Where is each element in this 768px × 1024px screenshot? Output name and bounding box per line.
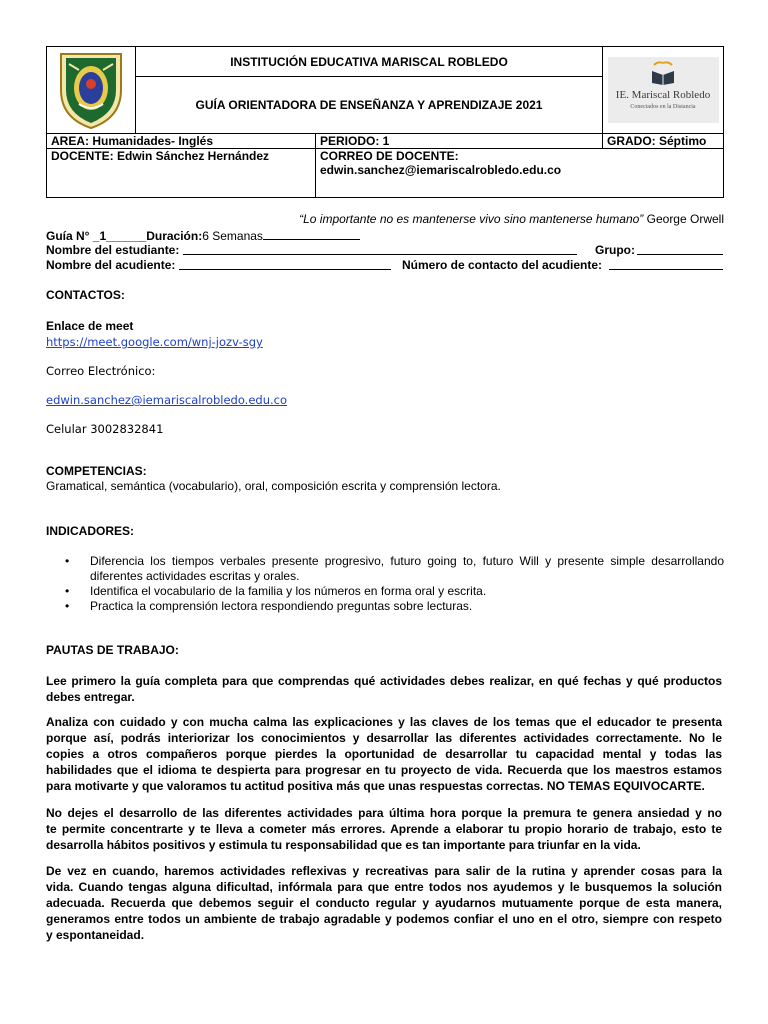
institution-name: INSTITUCIÓN EDUCATIVA MARISCAL ROBLEDO xyxy=(136,47,603,77)
guia-line xyxy=(46,228,360,243)
meet-link[interactable]: https://meet.google.com/wnj-jozv-sgy xyxy=(46,335,263,349)
paragraph-line: Lee primero la guía completa para que comprendas qué actividades debes realizar, en qué fechas y qué productos xyxy=(46,674,722,688)
indicador-1-line1: Diferencia los tiempos verbales presente progresivo, futuro going to, futuro Will y presente simple desarrollando xyxy=(90,554,724,568)
contacts-heading: CONTACTOS: xyxy=(46,288,125,302)
indicador-3: Practica la comprensión lectora respondiendo preguntas sobre lecturas. xyxy=(90,599,473,613)
bullet-icon: • xyxy=(65,599,70,613)
correo-cell xyxy=(316,149,724,198)
paragraph-line: para motivarte y que valoramos tu actitud positiva más que unas respuestas correctas. NO TEMAS EQUIVOCARTE. xyxy=(46,779,705,793)
contacto-blank[interactable] xyxy=(609,258,723,270)
estudiante-blank[interactable] xyxy=(183,243,577,255)
logo-right-subtext: Conectados en la Distancia xyxy=(630,104,696,110)
quote-author: George Orwell xyxy=(643,212,724,226)
paragraph-line: desarrolla hábitos positivos y estimula tu responsabilidad que es tan importante para triunfar en la vida. xyxy=(46,838,641,852)
guide-title: GUÍA ORIENTADORA DE ENSEÑANZA Y APRENDIZAJE 2021 xyxy=(136,77,603,134)
list-item xyxy=(46,554,724,584)
pautas-paragraph-2 xyxy=(46,714,722,794)
correo-label: CORREO DE DOCENTE: xyxy=(320,149,459,163)
open-book-icon xyxy=(650,61,676,85)
periodo-cell: PERIODO: 1 xyxy=(316,134,603,149)
quote xyxy=(299,212,724,226)
indicador-2: Identifica el vocabulario de la familia y los números en forma oral y escrita. xyxy=(90,584,487,598)
paragraph-line: debes entregar. xyxy=(46,690,135,704)
logo-right-text: IE. Mariscal Robledo xyxy=(615,89,711,101)
duracion-blank[interactable] xyxy=(263,228,360,240)
indicadores-heading: INDICADORES: xyxy=(46,524,135,538)
acudiente-label: Nombre del acudiente: xyxy=(46,258,176,272)
acudiente-blank[interactable] xyxy=(179,258,391,270)
quote-text: “Lo importante no es mantenerse vivo sino mantenerse humano” xyxy=(299,212,644,226)
pautas-paragraph-3 xyxy=(46,805,722,853)
estudiante-label: Nombre del estudiante: xyxy=(46,243,180,257)
paragraph-line: generamos entre todos un ambiente de trabajo agradable y podemos confiar el uno en el otro, siempre con respeto xyxy=(46,912,722,926)
pautas-paragraph-4 xyxy=(46,863,722,943)
ie-mariscal-logo xyxy=(603,47,724,134)
paragraph-line: y espontaneidad. xyxy=(46,928,145,942)
paragraph-line: Analiza con cuidado y con mucha calma las explicaciones y las claves de los temas que el educador te presenta xyxy=(46,715,722,729)
paragraph-line: adecuada. Recuerda que debemos seguir el conducto regular y ayudarnos mutuamente porque de esta manera, xyxy=(46,896,722,910)
school-crest-logo xyxy=(47,47,136,134)
competencias-text: Gramatical, semántica (vocabulario), oral, composición escrita y comprensión lectora. xyxy=(46,479,501,493)
paragraph-line: copies a otros compañeros porque pierdes la oportunidad de desarrollar tu capacidad mental y todas las xyxy=(46,747,722,761)
competencias-heading: COMPETENCIAS: xyxy=(46,464,147,478)
guia-label: Guía N° _1______ xyxy=(46,229,147,243)
paragraph-line: porque así, podrás interiorizar los conocimientos y desarrollar las diferentes actividades correctamente. No le xyxy=(46,731,722,745)
correo-value: edwin.sanchez@iemariscalrobledo.edu.co xyxy=(320,163,562,177)
duracion-label: Duración: xyxy=(146,229,203,243)
header-table xyxy=(46,46,724,198)
email-link[interactable]: edwin.sanchez@iemariscalrobledo.edu.co xyxy=(46,393,288,407)
list-item xyxy=(46,584,724,599)
area-cell: AREA: Humanidades- Inglés xyxy=(47,134,316,149)
duracion-value: 6 Semanas xyxy=(202,229,263,243)
grado-cell: GRADO: Séptimo xyxy=(603,134,724,149)
paragraph-line: De vez en cuando, haremos actividades reflexivas y recreativas para salir de la rutina y aprender cosas para la xyxy=(46,864,722,878)
list-item xyxy=(46,599,724,614)
docente-cell: DOCENTE: Edwin Sánchez Hernández xyxy=(47,149,316,198)
paragraph-line: habilidades que el idioma te despierta para progresar en tu proyecto de vida. Recuerda que los maestros estamos xyxy=(46,763,722,777)
shield-icon xyxy=(55,48,127,130)
pautas-heading: PAUTAS DE TRABAJO: xyxy=(46,643,179,657)
indicador-1-line2: diferentes actividades escritas y orales. xyxy=(90,569,300,583)
grupo-blank[interactable] xyxy=(637,243,723,255)
indicadores-list xyxy=(46,554,724,614)
meet-label: Enlace de meet xyxy=(46,319,134,333)
bullet-icon: • xyxy=(65,584,70,598)
paragraph-line: No dejes el desarrollo de las diferentes actividades para última hora porque la premura te genera ansiedad y no xyxy=(46,806,722,820)
email-label: Correo Electrónico: xyxy=(46,364,156,378)
pautas-paragraph-1 xyxy=(46,673,722,705)
grupo-label: Grupo: xyxy=(595,243,635,257)
phone-text: Celular 3002832841 xyxy=(46,422,164,436)
paragraph-line: te permite concentrarte y te lleva a cometer más errores. Aprende a elaborar tu propio horario de trabajo, esto te xyxy=(46,822,722,836)
contacto-label: Número de contacto del acudiente: xyxy=(402,258,603,272)
paragraph-line: vida. Cuando tengas alguna dificultad, infórmala para que entre todos nos ayudemos y le busquemos la solución xyxy=(46,880,722,894)
bullet-icon: • xyxy=(65,554,70,568)
